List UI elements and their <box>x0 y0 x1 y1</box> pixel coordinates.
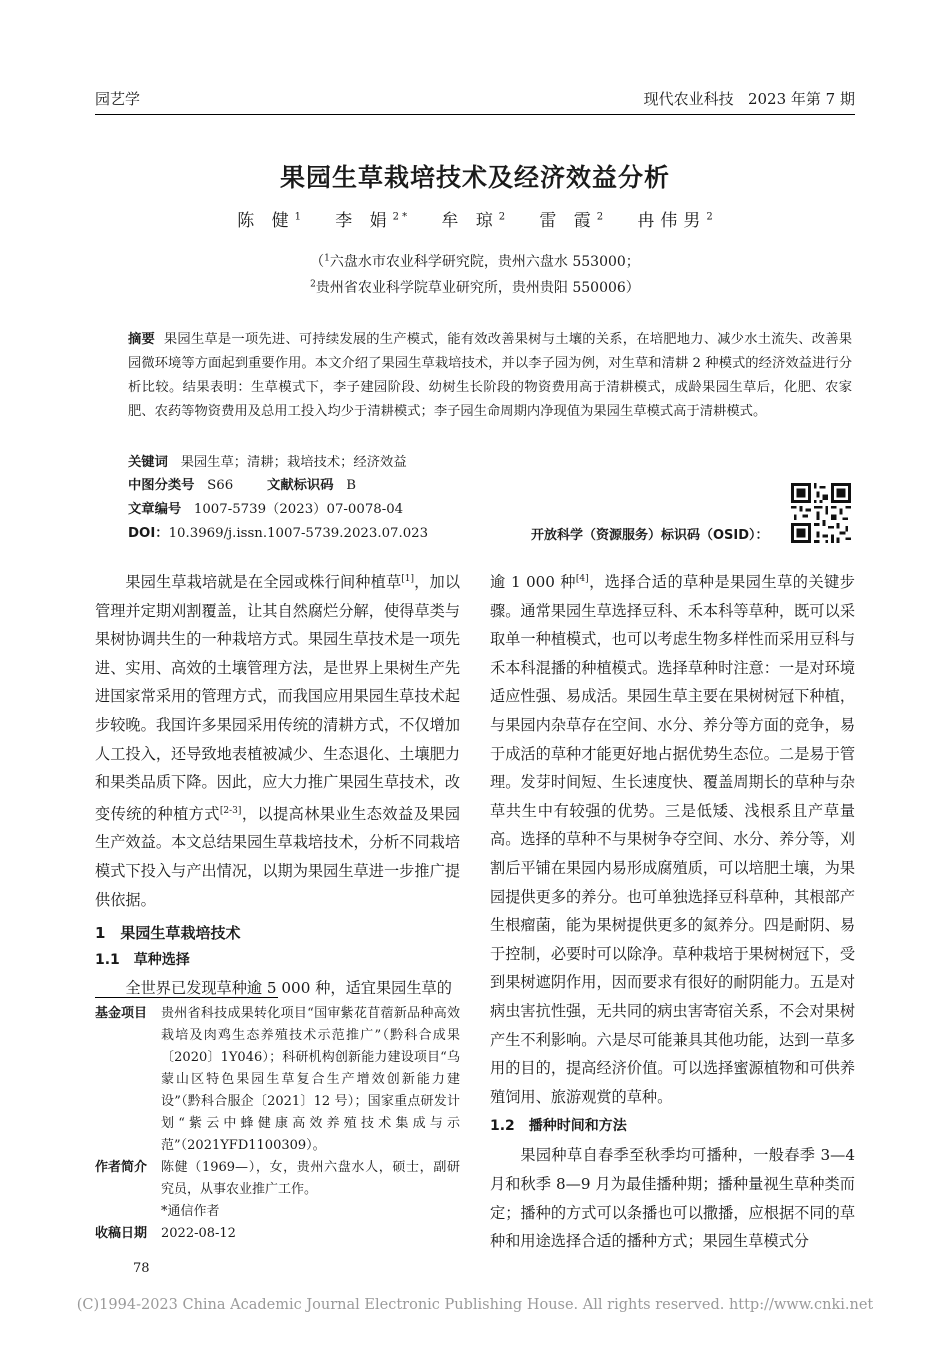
issue-number: 2023 年第 7 期 <box>747 90 855 108</box>
paper-title: 果园生草栽培技术及经济效益分析 <box>279 163 670 192</box>
abstract-text: 果园生草是一项先进、可持续发展的生产模式，能有效改善果树与土壤的关系，在培肥地力、减少水土流失、改善果园微环境等方面起到重要作用。本文介绍了果园生草栽培技术，并以李子园为例，对生草和清耕 2 种模式的经济效益进行分析比较。结果表明：生草模式下，李子建园阶段、幼树生长阶段的物资费用高于清耕模式，成龄果园生草后，化肥、农家肥、农药等物资费用及总用工投入均少于清耕模式；李子园生命周期内净现值为果园生草模式高于清耕模式。 <box>128 332 852 419</box>
fund-note: 基金项目 贵州省科技成果转化项目“国审紫花苜蓿新品种高效栽培及肉鸡生态养殖技术示范推广”（黔科合成果〔2020〕1Y046）；科研机构创新能力建设项目“乌蒙山区特色果园生草复合生产增效创新能力建设”（黔科合服企〔2021〕12 号）；国家重点研发计划“紫云中蜂健康高效养殖技术集成与示范”（2021YFD1100309）。 <box>95 1006 460 1153</box>
journal-name: 现代农业科技 <box>643 90 734 108</box>
osid-qr-code <box>791 483 851 543</box>
body-paragraph: 全世界已发现草种逾 5 000 种，适宜果园生草的 <box>125 979 452 998</box>
body-left-column <box>95 565 460 1003</box>
doi-value: 10.3969/j.issn.1007-5739.2023.07.023 <box>168 526 429 541</box>
header-rule <box>95 114 855 115</box>
affiliation: $^2$贵州省农业科学院草业研究所，贵州贵阳 550006） <box>310 279 640 296</box>
corresponding-note: *通信作者 <box>161 1204 220 1219</box>
journal-issue <box>644 88 855 109</box>
article-number: 文章编号 1007-5739（2023）07-0078-04 <box>128 502 404 517</box>
author: 雷 霞$^2$ <box>539 211 604 231</box>
intro-paragraph: 果园生草栽培就是在全园或株行间种植草[1]，加以管理并定期刈割覆盖，让其自然腐烂分解，使得草类与果树协调共生的一种栽培方式。果园生草技术是一项先进、实用、高效的土壤管理方法，是世界上果树生产先进国家常采用的管理方式，而我国应用果园生草技术起步较晚。我国许多果园采用传统的清耕方式，不仅增加人工投入，还导致地表植被减少、生态退化、土壤肥力和果类品质下降。因此，应大力推广果园生草技术，改变传统的种植方式[2-3]，以提高林果业生态效益及果园生产效益。本文总结果园生草栽培技术，分析不同栽培模式下投入与产出情况，以期为果园生草进一步推广提供依据。 <box>95 573 461 909</box>
abstract-label: 摘要 <box>128 332 155 347</box>
body-paragraph: 逾 1 000 种[4]，选择合适的草种是果园生草的关键步骤。通常果园生草选择豆科、禾本科等草种，既可以采取单一种植模式，也可以考虑生物多样性而采用豆科与禾本科混播的种植模式。选择草种时注意：一是对环境适应性强、易成活。果园生草主要在果树树冠下种植，与果园内杂草存在空间、水分、养分等方面的竞争，易于成活的草种才能更好地占据优势生态位。二是易于管理。发芽时间短、生长速度快、覆盖周期长的草种与杂草共生中有较强的优势。三是低矮、浅根系且产草量高。选择的草种不与果树争夺空间、水分、养分等，刈割后平铺在果园内易形成腐殖质，可以培肥土壤，为果园提供更多的养分。也可单独选择豆科草种，其根部产生根瘤菌，能为果树提供更多的氮养分。四是耐阴、易于控制，必要时可以除净。草种栽培于果树树冠下，受到果树遮阴作用，因而要求有很好的耐阴能力。五是对病虫害抗性强，无共同的病虫害寄宿关系，不会对果树产生不利影响。六是尽可能兼具其他功能，达到一草多用的目的，提高经济价值。可以选择蜜源植物和可供养殖饲用、旅游观赏的草种。 <box>490 573 855 1106</box>
subsection-heading: 1.1 草种选择 <box>95 952 190 969</box>
author: 陈 健$^1$ <box>237 211 301 231</box>
footnote-rule <box>95 997 278 998</box>
journal-section: 园艺学 <box>95 90 141 108</box>
body-paragraph: 果园种草自春季至秋季均可播种，一般春季 3—4 月和秋季 8—9 月为最佳播种期；播种量视生草种类而定；播种的方式可以条播也可以撒播，应根据不同的草种和用途选择合适的播种方式；果园生草模式分 <box>490 1146 855 1251</box>
doi: DOI：10.3969/j.issn.1007-5739.2023.07.023 <box>128 526 429 541</box>
author: 牟 琼$^2$ <box>441 211 506 231</box>
footnotes <box>95 1003 460 1245</box>
subsection-heading: 1.2 播种时间和方法 <box>490 1118 627 1135</box>
body-right-column <box>490 565 855 1256</box>
copyright-watermark: (C)1994-2023 China Academic Journal Electronic Publishing House. All rights reserved. http://www.cnki.net <box>76 1297 874 1313</box>
keywords: 关键词 果园生草；清耕；栽培技术；经济效益 <box>128 455 407 470</box>
section-heading: 1 果园生草栽培技术 <box>95 924 241 943</box>
osid-label: 开放科学（资源服务）标识码（OSID）： <box>531 528 769 543</box>
received-date: 收稿日期 2022-08-12 <box>95 1226 236 1241</box>
page-number: 78 <box>133 1261 150 1276</box>
author: 李 娟$^{2 *}$ <box>335 211 408 231</box>
author: 冉伟男$^2$ <box>637 211 713 231</box>
abstract <box>128 328 852 424</box>
author-note: 作者简介 陈健（1969—），女，贵州六盘水人，硕士，副研究员，从事农业推广工作。 <box>95 1160 460 1197</box>
classification: 中图分类号 S66 文献标识码 B <box>128 478 356 493</box>
affiliation: （$^1$六盘水市农业科学研究院，贵州六盘水 553000； <box>310 253 640 270</box>
author-list <box>0 206 950 231</box>
